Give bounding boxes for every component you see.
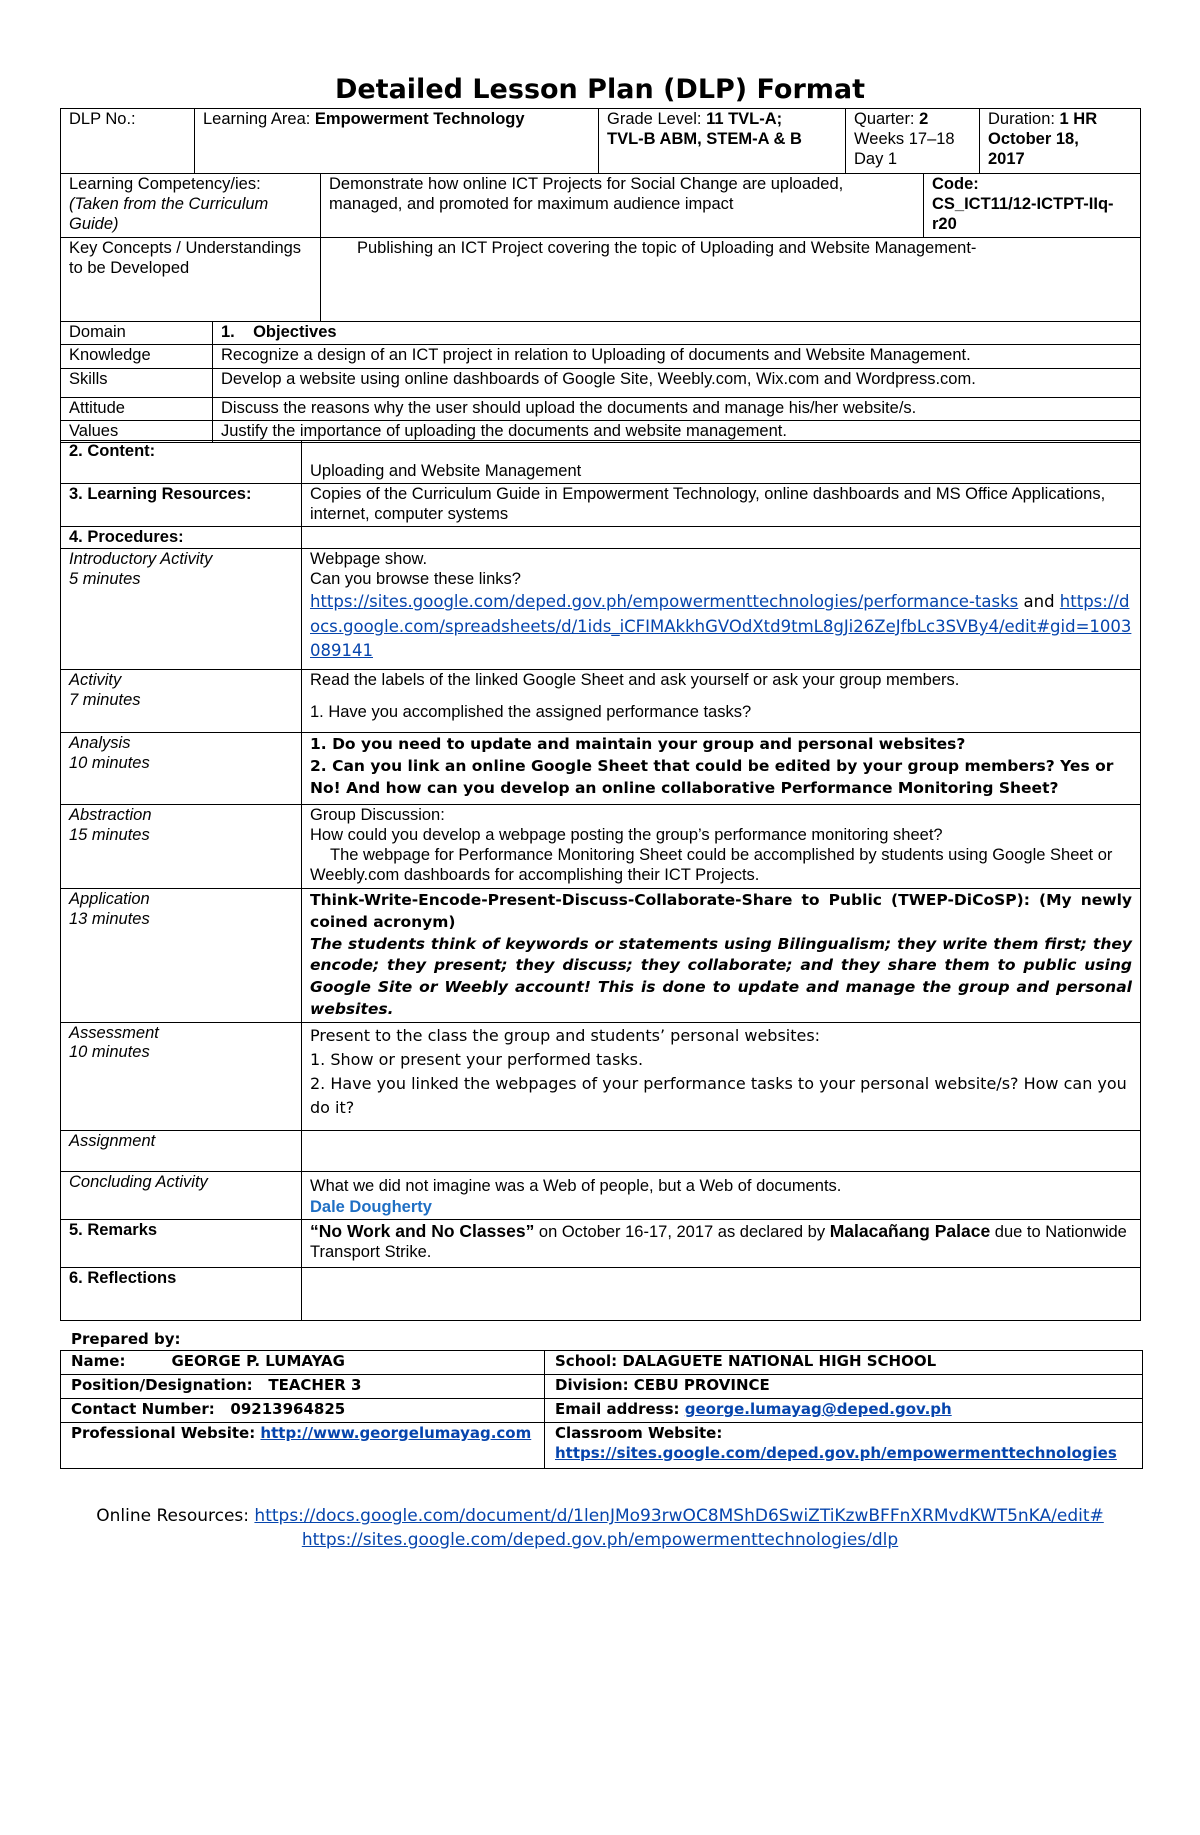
objectives-table <box>60 321 1141 443</box>
spreadsheet-link[interactable]: https://docs.google.com/spreadsheets/d/1ids_iCFIMAkkhGVOdXtd9tmL8gJi26ZeJfbLc3SVBy4/edit#gid=1003089141 <box>310 591 1132 661</box>
division: Division: CEBU PROVINCE <box>545 1375 1143 1399</box>
procedures-label: 4. Procedures: <box>61 526 302 549</box>
teacher-name: Name: GEORGE P. LUMAYAG <box>61 1351 545 1375</box>
code-cell: Code: CS_ICT11/12-ICTPT-IIq-r20 <box>924 174 1141 238</box>
remarks-label: 5. Remarks <box>61 1220 302 1268</box>
concluding-text: What we did not imagine was a Web of people, but a Web of documents. Dale Dougherty <box>302 1171 1141 1220</box>
competency-table <box>60 173 1141 322</box>
assessment-text: Present to the class the group and students’ personal websites: 1. Show or present your performed tasks. 2. Have you linked the webpages of your performance tasks to your personal website/s? How can you do it? <box>302 1022 1141 1130</box>
procedures-table <box>60 440 1141 1321</box>
reflections-text <box>302 1268 1141 1321</box>
competency-text: Demonstrate how online ICT Projects for Social Change are uploaded, managed, and promoted for maximum audience impact <box>321 174 924 238</box>
contact-number: Contact Number: 09213964825 <box>61 1399 545 1423</box>
prepared-by-table <box>60 1350 1143 1469</box>
professional-website-link[interactable]: http://www.georgelumayag.com <box>260 1424 532 1442</box>
objective-text: Discuss the reasons why the user should upload the documents and manage his/her website/s. <box>213 397 1141 420</box>
key-concepts-text: Publishing an ICT Project covering the topic of Uploading and Website Management- <box>321 238 1141 322</box>
prepared-by-heading: Prepared by: <box>71 1330 181 1348</box>
online-resource-link[interactable]: https://sites.google.com/deped.gov.ph/empowermenttechnologies/dlp <box>301 1529 899 1550</box>
page-title: Detailed Lesson Plan (DLP) Format <box>334 74 866 105</box>
online-resource-link[interactable]: https://docs.google.com/document/d/1lenJMo93rwOC8MShD6SwiZTiKzwBFFnXRMvdKWT5nKA/edit# <box>254 1506 1104 1526</box>
quarter-cell: Quarter: 2 Weeks 17–18 Day 1 <box>846 109 980 174</box>
objective-text: Recognize a design of an ICT project in relation to Uploading of documents and Website Management. <box>213 344 1141 368</box>
objectives-heading: 1. Objectives <box>213 322 1141 345</box>
dlp-no-cell: DLP No.: <box>61 109 195 174</box>
classroom-website-link[interactable]: https://sites.google.com/deped.gov.ph/empowermenttechnologies <box>555 1443 1117 1462</box>
objective-text: Justify the importance of uploading the documents and website management. <box>213 420 1141 443</box>
online-resources: Online Resources: https://docs.google.com/document/d/1lenJMo93rwOC8MShD6SwiZTiKzwBFFnXRMvdKWT5nKA/edit# https://sites.google.com/deped.gov.ph/empowermenttechnologies/dlp <box>96 1506 1104 1550</box>
procedures-empty <box>302 526 1141 549</box>
email: Email address: george.lumayag@deped.gov.ph <box>545 1399 1143 1423</box>
reflections-label: 6. Reflections <box>61 1268 302 1321</box>
grade-level-cell: Grade Level: 11 TVL-A; TVL-B ABM, STEM-A & B <box>599 109 846 174</box>
objective-text: Develop a website using online dashboards of Google Site, Weebly.com, Wix.com and Wordpress.com. <box>213 368 1141 397</box>
email-link[interactable]: george.lumayag@deped.gov.ph <box>684 1400 952 1418</box>
analysis-label: Analysis 10 minutes <box>61 733 302 805</box>
learning-area-cell: Learning Area: Empowerment Technology <box>195 109 599 174</box>
objective-label: Values <box>61 420 213 443</box>
intro-activity-text: Webpage show. Can you browse these links? https://sites.google.com/deped.gov.ph/empowermenttechnologies/performance-tasks and https://docs.google.com/spreadsheets/d/1ids_iCFIMAkkhGVOdXtd9tmL8gJi26ZeJfbLc3SVBy4/edit#gid=1003089141 <box>302 549 1141 670</box>
application-text: Think-Write-Encode-Present-Discuss-Collaborate-Share to Public (TWEP-DiCoSP): (My newly coined acronym) The students think of keywords or statements using Bilingualism; they write them first; they encode; they present; they discuss; they collaborate; and they share them to public using Google Site or Weebly account! This is done to update and manage the group and personal websites. <box>302 889 1141 1022</box>
abstraction-text: Group Discussion: How could you develop a webpage posting the group’s performance monitoring sheet? The webpage for Performance Monitoring Sheet could be accomplished by students using Google Sheet or Weebly.com dashboards for accomplishing their ICT Projects. <box>302 805 1141 889</box>
concluding-label: Concluding Activity <box>61 1171 302 1220</box>
application-label: Application 13 minutes <box>61 889 302 1022</box>
professional-website: Professional Website: http://www.georgelumayag.com <box>61 1423 545 1469</box>
assignment-label: Assignment <box>61 1130 302 1171</box>
domain-label: Domain <box>61 322 213 345</box>
intro-activity-label: Introductory Activity 5 minutes <box>61 549 302 670</box>
header-table <box>60 108 1141 174</box>
content-label: 2. Content: <box>61 441 302 484</box>
content-text: Uploading and Website Management <box>302 441 1141 484</box>
activity-text: Read the labels of the linked Google Sheet and ask yourself or ask your group members. 1. Have you accomplished the assigned performance tasks? <box>302 670 1141 733</box>
remarks-text: “No Work and No Classes” on October 16-17, 2017 as declared by Malacañang Palace due to Nationwide Transport Strike. <box>302 1220 1141 1268</box>
abstraction-label: Abstraction 15 minutes <box>61 805 302 889</box>
position: Position/Designation: TEACHER 3 <box>61 1375 545 1399</box>
analysis-text: 1. Do you need to update and maintain your group and personal websites? 2. Can you link an online Google Sheet that could be edited by your group members? Yes or No! And how can you develop an online collaborative Performance Monitoring Sheet? <box>302 733 1141 805</box>
objective-label: Attitude <box>61 397 213 420</box>
assignment-text <box>302 1130 1141 1171</box>
classroom-website: Classroom Website: https://sites.google.com/deped.gov.ph/empowermenttechnologies <box>545 1423 1143 1469</box>
activity-label: Activity 7 minutes <box>61 670 302 733</box>
resources-label: 3. Learning Resources: <box>61 484 302 527</box>
resources-text: Copies of the Curriculum Guide in Empowerment Technology, online dashboards and MS Office Applications, internet, computer systems <box>302 484 1141 527</box>
objective-label: Knowledge <box>61 344 213 368</box>
duration-cell: Duration: 1 HR October 18, 2017 <box>980 109 1141 174</box>
assessment-label: Assessment 10 minutes <box>61 1022 302 1130</box>
performance-tasks-link[interactable]: https://sites.google.com/deped.gov.ph/empowermenttechnologies/performance-tasks <box>310 591 1019 611</box>
objective-label: Skills <box>61 368 213 397</box>
school: School: DALAGUETE NATIONAL HIGH SCHOOL <box>545 1351 1143 1375</box>
key-concepts-label: Key Concepts / Understandings to be Developed <box>61 238 321 322</box>
competency-label: Learning Competency/ies: (Taken from the Curriculum Guide) <box>61 174 321 238</box>
